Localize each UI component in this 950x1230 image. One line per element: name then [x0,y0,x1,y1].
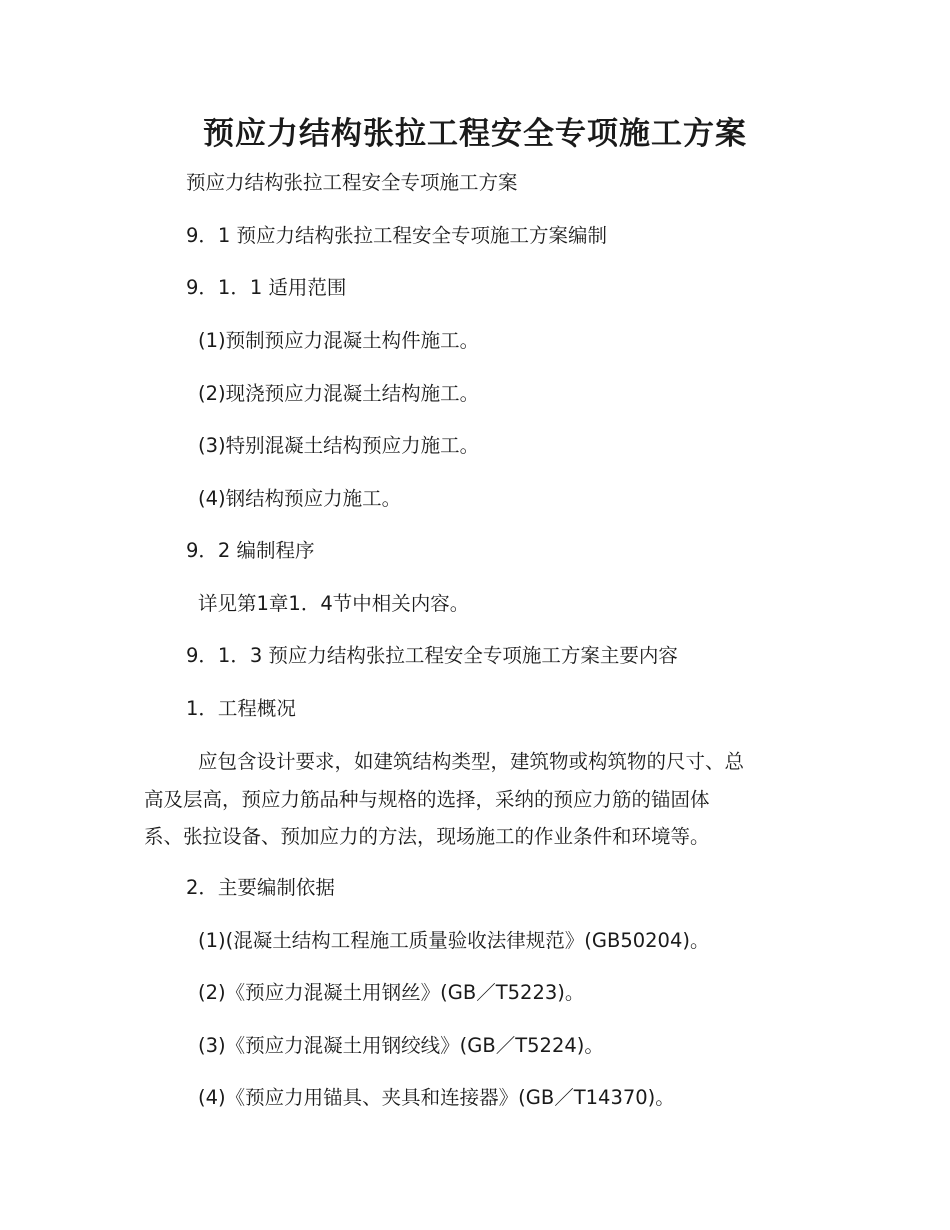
document-subtitle: 预应力结构张拉工程安全专项施工方案 [186,171,518,194]
scope-item: (3)特别混凝土结构预应力施工。 [198,434,480,457]
section-heading-9-2: 9．2 编制程序 [186,539,315,562]
document-title: 预应力结构张拉工程安全专项施工方案 [203,116,747,152]
scope-item: (4)钢结构预应力施工。 [198,487,402,510]
basis-item: (2)《预应力混凝土用钢丝》(GB／T5223)。 [198,981,585,1004]
item-1-heading: 1．工程概况 [186,697,296,720]
item-2-heading: 2．主要编制依据 [186,876,335,899]
basis-item: (1)(混凝土结构工程施工质量验收法律规范》(GB50204)。 [198,929,710,952]
scope-item: (2)现浇预应力混凝土结构施工。 [198,382,480,405]
overview-line: 系、张拉设备、预加应力的方法，现场施工的作业条件和环境等。 [144,825,710,848]
overview-line: 应包含设计要求，如建筑结构类型，建筑物或构筑物的尺寸、总 [198,750,745,773]
scope-item: (1)预制预应力混凝土构件施工。 [198,329,480,352]
basis-item: (3)《预应力混凝土用钢绞线》(GB／T5224)。 [198,1034,604,1057]
section-heading-9-1: 9．1 预应力结构张拉工程安全专项施工方案编制 [186,224,608,247]
overview-line: 高及层高，预应力筋品种与规格的选择，采纳的预应力筋的锚固体 [144,788,710,811]
section-heading-9-1-3: 9．1．3 预应力结构张拉工程安全专项施工方案主要内容 [186,644,678,667]
procedure-text: 详见第1章1．4节中相关内容。 [198,592,470,615]
basis-item: (4)《预应力用锚具、夹具和连接器》(GB／T14370)。 [198,1086,675,1109]
section-heading-9-1-1: 9．1．1 适用范围 [186,276,347,299]
